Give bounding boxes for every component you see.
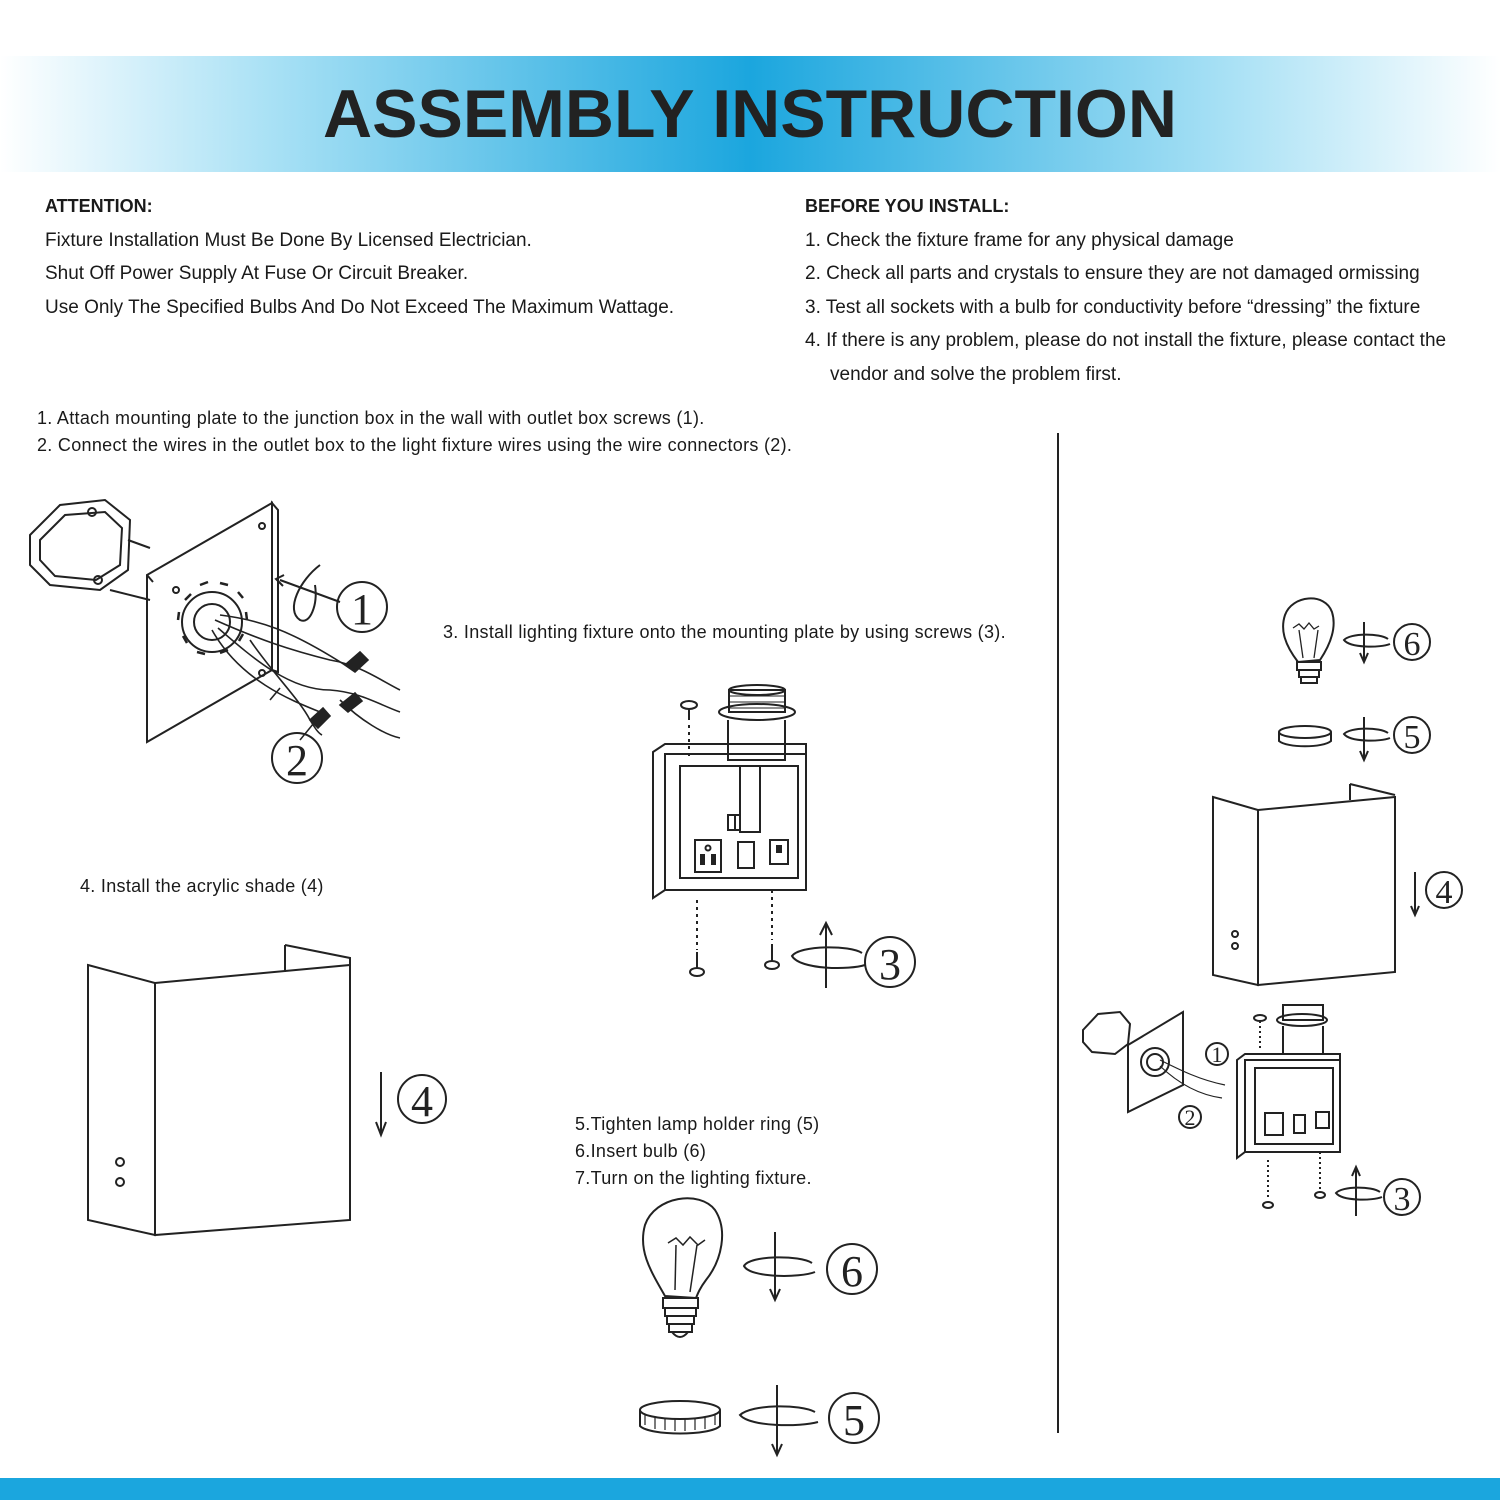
acrylic-shade-diagram xyxy=(88,945,386,1235)
callout-4 xyxy=(398,1075,446,1126)
callout-3-number: 3 xyxy=(1393,1181,1411,1218)
callout-2 xyxy=(272,733,322,785)
page-title: ASSEMBLY INSTRUCTION xyxy=(323,76,1177,152)
threaded-nipple-icon xyxy=(719,685,795,760)
callout-3-number: 3 xyxy=(879,940,901,989)
screw-icon xyxy=(765,944,779,969)
power-outlet-icon xyxy=(695,840,721,872)
lamp-ring-diagram xyxy=(640,1385,818,1455)
callout-1-small xyxy=(1206,1042,1228,1067)
attention-line: Fixture Installation Must Be Done By Licensed Electrician. xyxy=(45,229,532,251)
attention-line: Use Only The Specified Bulbs And Do Not Exceed The Maximum Wattage. xyxy=(45,296,675,318)
step-1-text: 1. Attach mounting plate to the junction box in the wall with outlet box screws (1). xyxy=(37,408,705,428)
callout-2-small xyxy=(1179,1105,1201,1130)
light-bulb-icon xyxy=(643,1198,722,1337)
step-2-text: 2. Connect the wires in the outlet box to the light fixture wires using the wire connectors (2). xyxy=(37,435,793,455)
footer-bar xyxy=(0,1478,1500,1500)
callout-1 xyxy=(337,582,387,634)
screw-icon xyxy=(690,952,704,976)
lamp-holder-ring-icon xyxy=(640,1401,720,1434)
callout-3-small xyxy=(1384,1179,1420,1218)
junction-box-icon xyxy=(1083,1012,1225,1112)
step-6-text: 6.Insert bulb (6) xyxy=(575,1141,707,1161)
fixture-backplate-icon xyxy=(653,744,806,898)
shade-hole-icon xyxy=(116,1158,124,1166)
rotate-arrow-icon xyxy=(792,947,865,968)
fixture-body-diagram xyxy=(653,685,865,988)
fixture-backplate-icon xyxy=(1237,1005,1340,1208)
junction-box-icon xyxy=(30,500,150,600)
bulb-diagram xyxy=(643,1198,815,1337)
step-3-text: 3. Install lighting fixture onto the mounting plate by using screws (3). xyxy=(443,622,1006,642)
screw-icon xyxy=(681,701,697,760)
before-line: 4. If there is any problem, please do not install the fixture, please contact the xyxy=(805,330,1447,351)
callout-6-number: 6 xyxy=(841,1247,863,1296)
callout-4-number: 4 xyxy=(1435,874,1453,911)
step-4-text: 4. Install the acrylic shade (4) xyxy=(80,876,324,896)
callout-4-small xyxy=(1426,872,1462,911)
before-line: 1. Check the fixture frame for any physical damage xyxy=(805,229,1234,251)
arrow-line xyxy=(280,580,340,602)
step-5-text: 5.Tighten lamp holder ring (5) xyxy=(575,1114,820,1134)
rotate-arrow-icon xyxy=(744,1257,815,1276)
before-line: vendor and solve the problem first. xyxy=(830,363,1122,385)
callout-6-small xyxy=(1394,624,1430,663)
before-heading: BEFORE YOU INSTALL: xyxy=(805,196,1010,216)
step-7-text: 7.Turn on the lighting fixture. xyxy=(575,1168,812,1188)
callout-5-number: 5 xyxy=(843,1396,865,1445)
attention-line: Shut Off Power Supply At Fuse Or Circuit Breaker. xyxy=(45,263,469,284)
lamp-holder-ring-icon xyxy=(1279,726,1331,746)
usb-port-icon xyxy=(777,846,781,852)
junction-box-diagram xyxy=(30,500,400,742)
callout-2-number: 2 xyxy=(1184,1105,1196,1130)
before-line: 2. Check all parts and crystals to ensure they are not damaged ormissing xyxy=(805,263,1420,284)
rotate-arrow-icon xyxy=(740,1406,818,1425)
exploded-view-diagram xyxy=(1083,598,1462,1218)
before-line: 3. Test all sockets with a bulb for conductivity before “dressing” the fixture xyxy=(805,296,1421,318)
callout-5-small xyxy=(1394,717,1430,756)
callout-6 xyxy=(827,1244,877,1296)
attention-heading: ATTENTION: xyxy=(45,196,153,216)
callout-1-number: 1 xyxy=(351,585,373,634)
callout-5 xyxy=(829,1393,879,1445)
callout-5-number: 5 xyxy=(1403,719,1421,756)
callout-2-number: 2 xyxy=(286,736,308,785)
shade-hole-icon xyxy=(116,1178,124,1186)
callout-4-number: 4 xyxy=(411,1077,433,1126)
switch-icon xyxy=(738,842,754,868)
callout-6-number: 6 xyxy=(1403,626,1421,663)
light-bulb-icon xyxy=(1283,598,1334,683)
callout-1-number: 1 xyxy=(1211,1042,1223,1067)
callout-3 xyxy=(865,937,915,989)
acrylic-shade-icon xyxy=(1213,784,1395,985)
